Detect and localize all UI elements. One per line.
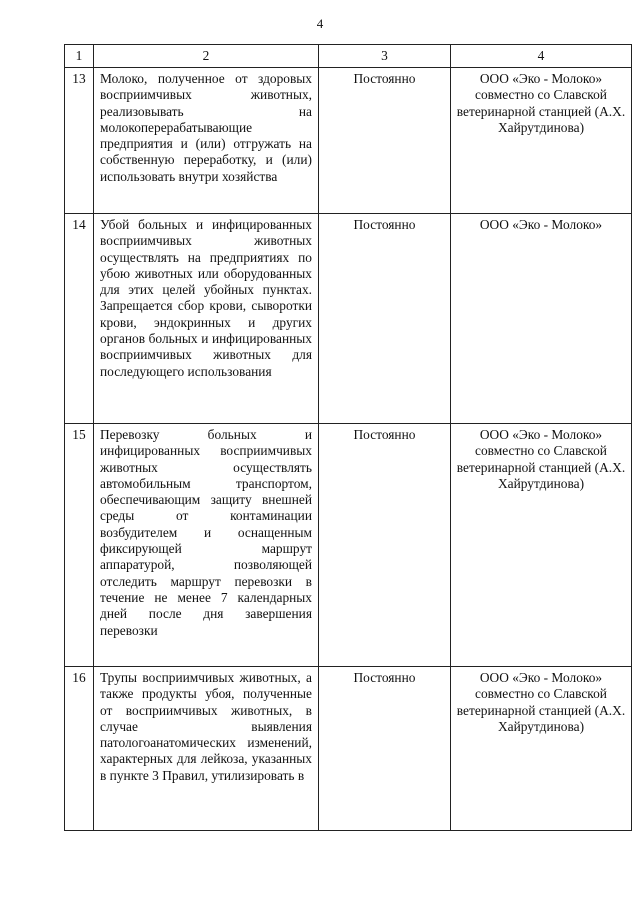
table-row [65,214,632,424]
page-number: 4 [316,16,324,31]
measure-description: Молоко, полученное от здоровых восприимчивых животных, реализовывать на молокоперерабатывающие предприятия и (или) отгружать на собственную переработку, и (или) использовать внутри хозяйства [94,68,319,214]
row-number: 14 [65,214,94,424]
header-col-2: 2 [94,45,319,68]
header-col-4: 4 [451,45,632,68]
measure-executor: ООО «Эко - Молоко» совместно со Славской ветеринарной станцией (А.Х. Хайрутдинова) [451,68,632,214]
measure-description: Убой больных и инфицированных восприимчивых животных осуществлять на предприятиях по убою животных или оборудованных для этих целей убойных пунктах. Запрещается сбор крови, сыворотки крови, эндокринных и других органов больных и инфицированных восприимчивых животных для последующего использования [94,214,319,424]
header-col-3: 3 [319,45,451,68]
table-row [65,667,632,831]
measure-description: Перевозку больных и инфицированных восприимчивых животных осуществлять автомобильным транспортом, обеспечивающим защиту внешней среды от контаминации возбудителем и оснащенным фиксирующей маршрут аппаратурой, позволяющей отследить маршрут перевозки в течение не менее 7 календарных дней после дня завершения перевозки [94,424,319,667]
measure-period: Постоянно [319,667,451,831]
header-col-1: 1 [65,45,94,68]
measures-table [64,44,632,831]
header-row [65,45,632,68]
row-number: 13 [65,68,94,214]
row-number: 15 [65,424,94,667]
measure-period: Постоянно [319,214,451,424]
measure-executor: ООО «Эко - Молоко» [451,214,632,424]
measure-period: Постоянно [319,424,451,667]
table-row [65,68,632,214]
measure-description: Трупы восприимчивых животных, а также продукты убоя, полученные от восприимчивых животных, в случае выявления патологоанатомических изменений, характерных для лейкоза, указанных в пункте 3 Правил, утилизировать в [100,670,312,783]
measure-description-cell [94,667,319,831]
table-row [65,424,632,667]
measure-period: Постоянно [319,68,451,214]
row-number: 16 [65,667,94,831]
measure-executor: ООО «Эко - Молоко» совместно со Славской ветеринарной станцией (А.Х. Хайрутдинова) [451,667,632,831]
measure-executor: ООО «Эко - Молоко» совместно со Славской ветеринарной станцией (А.Х. Хайрутдинова) [451,424,632,667]
